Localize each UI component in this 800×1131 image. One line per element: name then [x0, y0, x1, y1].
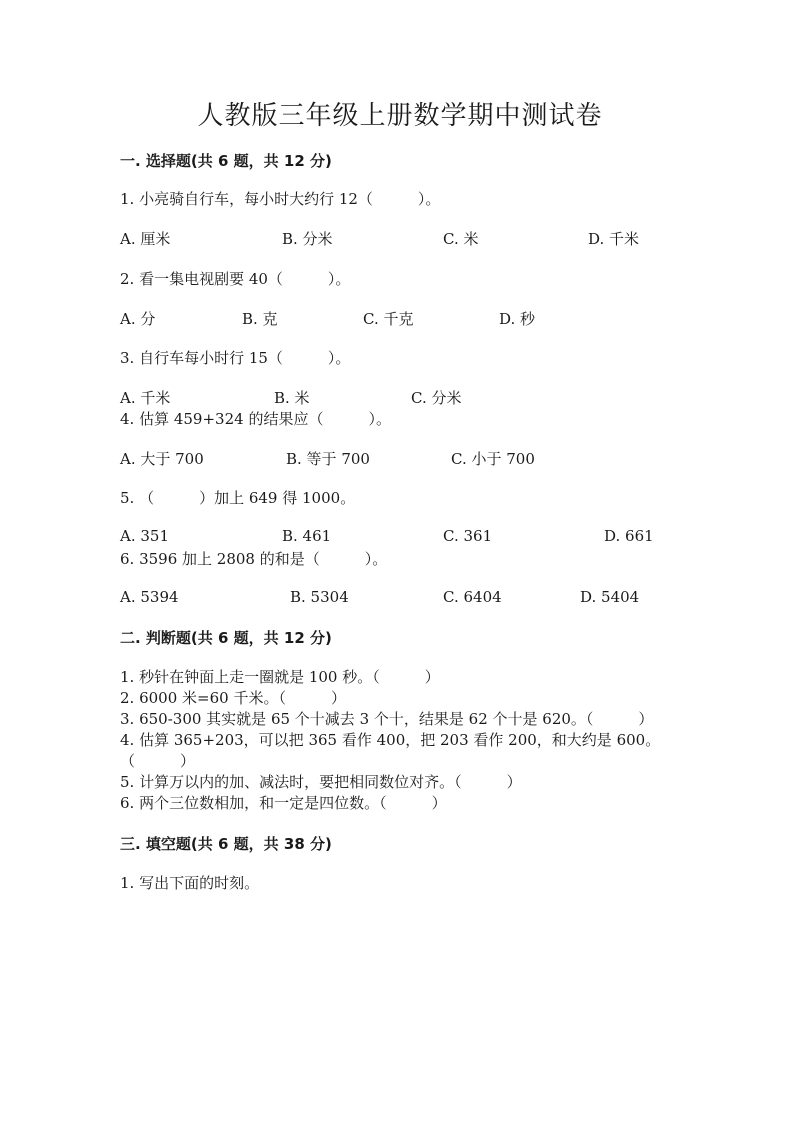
option-c: C. 分米 [411, 389, 462, 407]
question-text: 3. 自行车每小时行 15（ ）。 [120, 349, 351, 367]
option-c: C. 小于 700 [451, 450, 535, 468]
question-text: 6. 两个三位数相加，和一定是四位数。（ ） [120, 794, 447, 812]
option-b: B. 461 [282, 527, 332, 545]
option-d: D. 5404 [580, 588, 640, 606]
question-text: 2. 6000 米=60 千米。（ ） [120, 689, 346, 707]
page-title: 人教版三年级上册数学期中测试卷 [197, 101, 603, 131]
section-heading: 一. 选择题(共 6 题，共 12 分) [120, 152, 332, 170]
option-c: C. 361 [443, 527, 493, 545]
question-text: 1. 小亮骑自行车，每小时大约行 12（ ）。 [120, 190, 441, 208]
option-d: D. 661 [604, 527, 654, 545]
section-heading: 二. 判断题(共 6 题，共 12 分) [120, 629, 332, 647]
question-text: 5. （ ）加上 649 得 1000。 [120, 489, 356, 507]
option-b: B. 克 [242, 310, 278, 328]
option-a: A. 厘米 [120, 230, 171, 248]
question-text: 1. 秒针在钟面上走一圈就是 100 秒。（ ） [120, 668, 440, 686]
option-a: A. 分 [120, 310, 156, 328]
option-c: C. 米 [443, 230, 479, 248]
option-a: A. 大于 700 [120, 450, 204, 468]
option-b: B. 分米 [282, 230, 333, 248]
option-a: A. 千米 [120, 389, 171, 407]
option-b: B. 米 [274, 389, 310, 407]
option-d: D. 千米 [588, 230, 640, 248]
question-continuation: （ ） [120, 752, 196, 770]
option-c: C. 千克 [363, 310, 414, 328]
question-text: 6. 3596 加上 2808 的和是（ ）。 [120, 550, 388, 568]
section-heading: 三. 填空题(共 6 题，共 38 分) [120, 835, 332, 853]
option-d: D. 秒 [499, 310, 536, 328]
question-text: 2. 看一集电视剧要 40（ ）。 [120, 270, 351, 288]
question-text: 4. 估算 365+203，可以把 365 看作 400，把 203 看作 200，和大约是 600。 [120, 731, 661, 749]
option-a: A. 351 [120, 527, 169, 545]
question-text: 5. 计算万以内的加、减法时，要把相同数位对齐。（ ） [120, 773, 522, 791]
question-text: 4. 估算 459+324 的结果应（ ）。 [120, 410, 391, 428]
option-b: B. 等于 700 [286, 450, 370, 468]
question-text: 3. 650-300 其实就是 65 个十减去 3 个十，结果是 62 个十是 620。（ ） [120, 710, 654, 728]
option-a: A. 5394 [120, 588, 179, 606]
question-text: 1. 写出下面的时刻。 [120, 874, 260, 892]
option-c: C. 6404 [443, 588, 502, 606]
option-b: B. 5304 [290, 588, 349, 606]
